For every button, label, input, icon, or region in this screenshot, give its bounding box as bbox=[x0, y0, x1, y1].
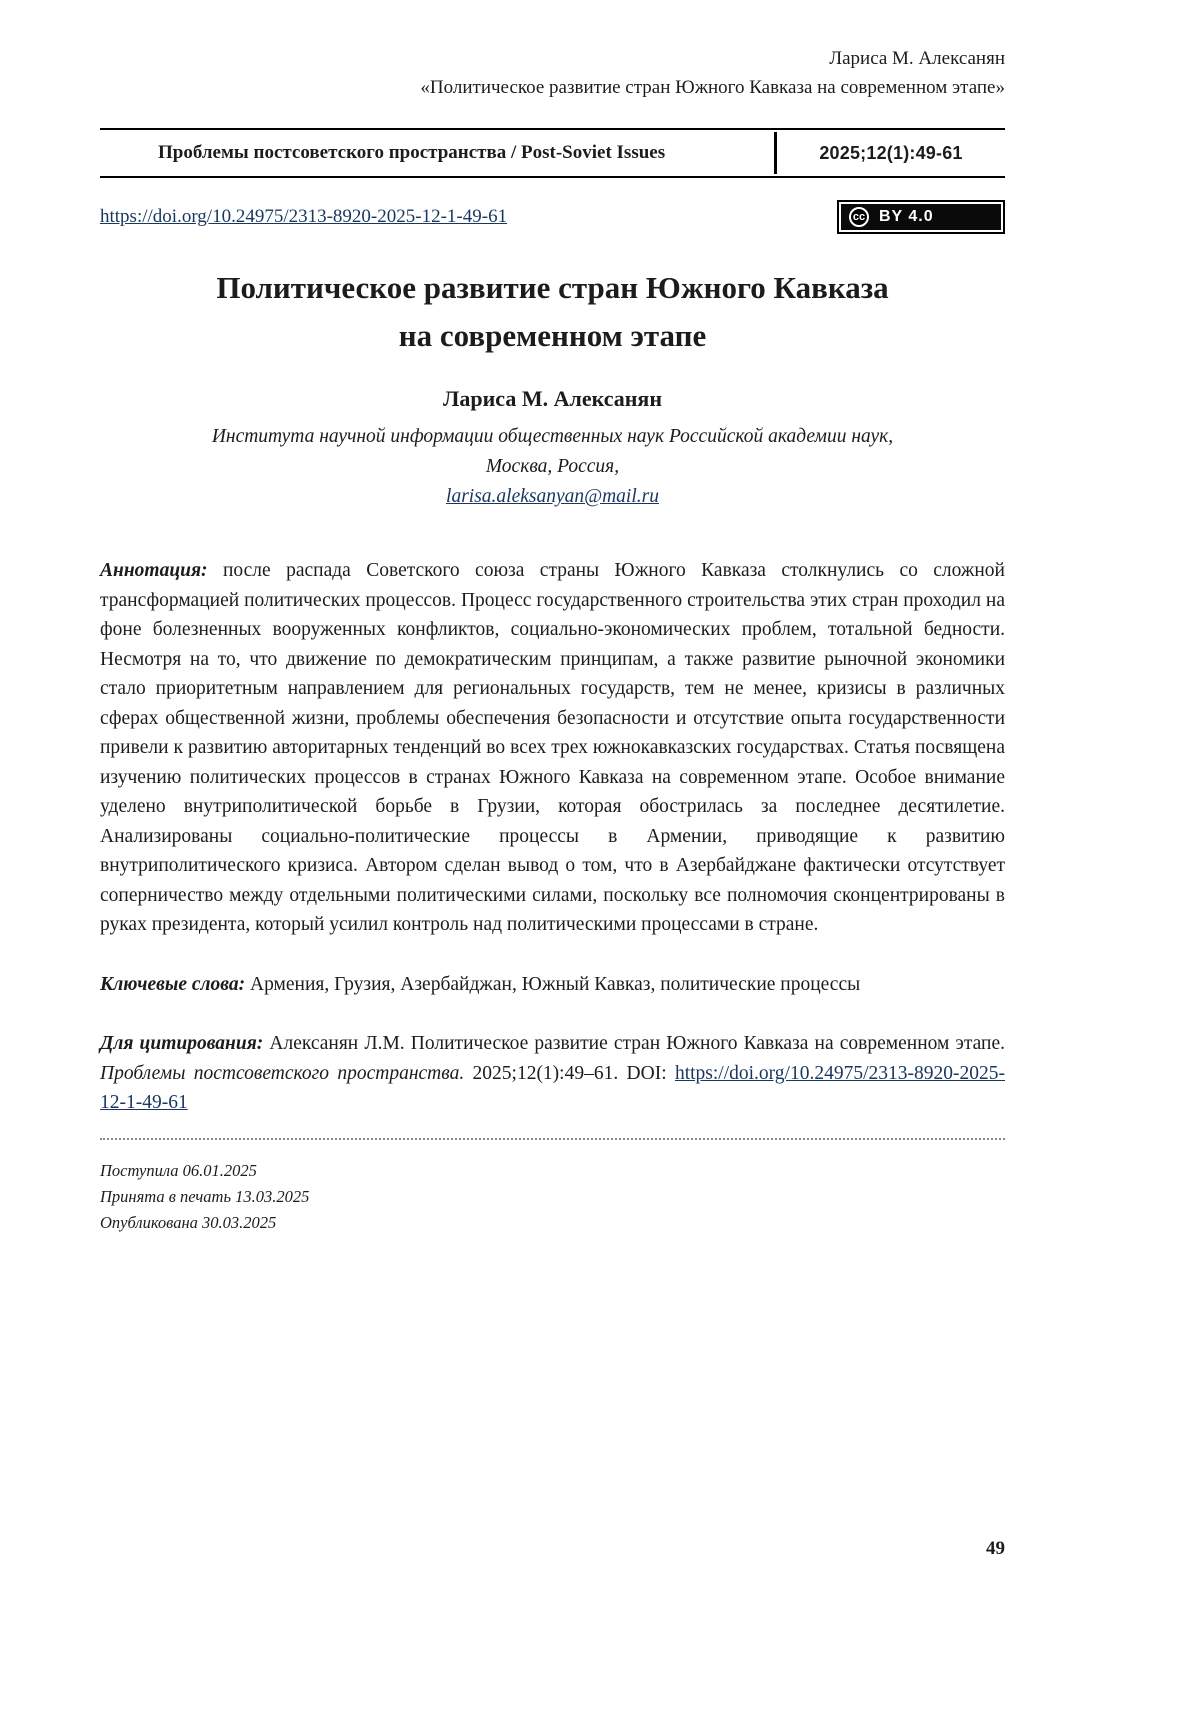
citation-label: Для цитирования: bbox=[100, 1033, 264, 1054]
header-rule-bottom bbox=[100, 176, 1005, 178]
running-head bbox=[100, 0, 1005, 102]
date-received: Поступила 06.01.2025 bbox=[100, 1160, 257, 1180]
doi-link[interactable]: https://doi.org/10.24975/2313-8920-2025-12-1-49-61 bbox=[100, 206, 508, 227]
doi-row bbox=[100, 200, 1005, 234]
article-title bbox=[100, 264, 1005, 360]
author-email-link[interactable]: larisa.aleksanyan@mail.ru bbox=[446, 486, 659, 507]
keywords-paragraph bbox=[100, 970, 1005, 1000]
citation-text-before: Алексанян Л.М. Политическое развитие стран Южного Кавказа на современном этапе. bbox=[263, 1033, 1005, 1054]
affiliation bbox=[100, 422, 1005, 512]
affiliation-line2: Москва, Россия, bbox=[485, 456, 620, 477]
dotted-separator bbox=[100, 1138, 1005, 1140]
abstract-label: Аннотация: bbox=[100, 560, 208, 581]
abstract-paragraph bbox=[100, 556, 1005, 940]
affiliation-line1: Института научной информации общественных наук Российской академии наук, bbox=[211, 426, 894, 447]
date-accepted: Принята в печать 13.03.2025 bbox=[100, 1186, 310, 1206]
date-published: Опубликована 30.03.2025 bbox=[100, 1212, 277, 1232]
running-head-title: «Политическое развитие стран Южного Кавказа на современном этапе» bbox=[420, 77, 1005, 98]
cc-icon: cc bbox=[849, 207, 869, 227]
article-dates bbox=[100, 1158, 1005, 1236]
keywords-text: Армения, Грузия, Азербайджан, Южный Кавказ, политические процессы bbox=[245, 973, 861, 995]
running-head-author: Лариса М. Алексанян bbox=[829, 48, 1005, 69]
cc-license-badge[interactable] bbox=[837, 200, 1005, 234]
citation-paragraph bbox=[100, 1029, 1005, 1118]
citation-doi-link[interactable]: https://doi.org/10.24975/2313-8920-2025-12-1-49-61 bbox=[100, 1062, 1005, 1113]
cc-license-badge-inner bbox=[841, 204, 1001, 230]
journal-name: Проблемы постсоветского пространства / Post-Soviet Issues bbox=[158, 142, 666, 163]
cc-license-label: BY 4.0 bbox=[879, 208, 934, 225]
citation-text-after: 2025;12(1):49–61. DOI: bbox=[464, 1062, 675, 1084]
article-title-line2: на современном этапе bbox=[398, 318, 707, 353]
page-number: 49 bbox=[986, 1538, 1005, 1559]
citation-journal-italic: Проблемы постсоветского пространства. bbox=[100, 1062, 465, 1084]
journal-bar bbox=[100, 130, 1005, 176]
author-email-line bbox=[100, 482, 1005, 512]
journal-issue: 2025;12(1):49-61 bbox=[819, 142, 963, 163]
author-name: Лариса М. Алексанян bbox=[442, 386, 662, 411]
keywords-label: Ключевые слова: bbox=[100, 973, 246, 995]
abstract-text: после распада Советского союза страны Южного Кавказа столкнулись со сложной трансформацией политических процессов. Процесс государственного строительства этих стран проходил на фоне болезненных вооруженных конфликтов, социально-экономических проблем, тотальной бедности. Несмотря на то, что движение по демократическим принципам, а также развитие рыночной экономики стало приоритетным направлением для региональных государств, тем не менее, кризисы в различных сферах общественной жизни, проблемы обеспечения безопасности и отсутствие опыта государственности привели к развитию авторитарных тенденций во всех трех южнокавказских государствах. Статья посвящена изучению политических процессов в странах Южного Кавказа на современном этапе. Особое внимание уделено внутриполитической борьбе в Грузии, которая обострилась за последнее десятилетие. Анализированы социально-политические процессы в Армении, приводящие к развитию внутриполитического кризиса. Автором сделан вывод о том, что в Азербайджане фактически отсутствует соперничество между отдельными политическими силами, поскольку все полномочия сконцентрированы в руках президента, который усилил контроль над политическими процессами в стране. bbox=[100, 560, 1005, 935]
article-title-line1: Политическое развитие стран Южного Кавказа bbox=[216, 270, 889, 305]
